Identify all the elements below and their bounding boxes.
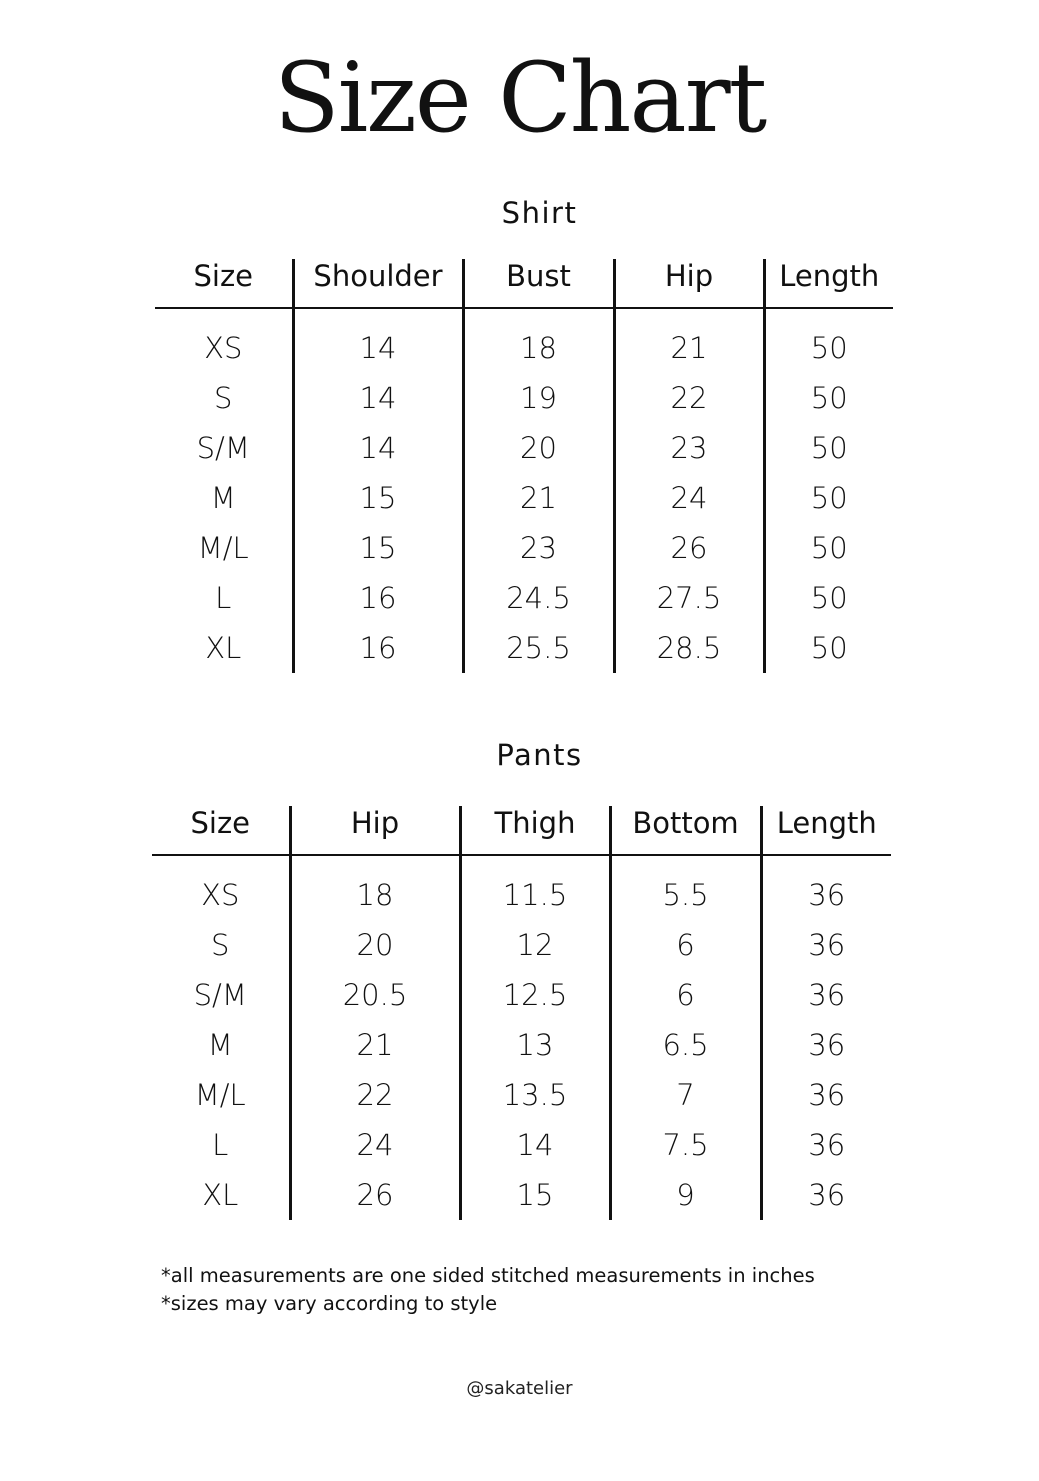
cell-shoulder: 15: [293, 523, 463, 573]
cell-size: XL: [205, 631, 242, 665]
cell-bottom: 7: [610, 1070, 761, 1120]
table-header-row: [155, 259, 893, 308]
cell-hip: 18: [290, 855, 460, 920]
table-row: [152, 855, 891, 920]
table-row: [152, 1120, 891, 1170]
cell-thigh: 12.5: [460, 970, 610, 1020]
table-row: [155, 308, 893, 373]
cell-hip: 21: [290, 1020, 460, 1070]
cell-size: XS: [204, 331, 243, 365]
cell-thigh: 11.5: [460, 855, 610, 920]
cell-hip: 23: [614, 423, 764, 473]
cell-hip: 26: [614, 523, 764, 573]
cell-length: 50: [764, 623, 893, 673]
table-row: [152, 920, 891, 970]
cell-length: 36: [761, 1070, 891, 1120]
cell-bottom: 6: [610, 970, 761, 1020]
cell-size: S: [214, 381, 233, 415]
cell-shoulder: 14: [293, 423, 463, 473]
cell-size: S/M: [193, 978, 247, 1012]
cell-size: M/L: [194, 1078, 246, 1112]
cell-bust: 19: [463, 373, 614, 423]
cell-bottom: 9: [610, 1170, 761, 1220]
cell-size: S/M: [196, 431, 250, 465]
table-row: [155, 373, 893, 423]
cell-length: 36: [761, 1020, 891, 1070]
cell-size: XL: [202, 1178, 239, 1212]
cell-length: 50: [764, 573, 893, 623]
cell-bottom: 7.5: [610, 1120, 761, 1170]
cell-thigh: 13.5: [460, 1070, 610, 1120]
cell-length: 36: [761, 1120, 891, 1170]
cell-bust: 21: [463, 473, 614, 523]
cell-size: L: [212, 1128, 229, 1162]
table-row: [152, 1170, 891, 1220]
column-header-hip: Hip: [290, 806, 460, 855]
cell-hip: 27.5: [614, 573, 764, 623]
cell-length: 36: [761, 920, 891, 970]
cell-thigh: 14: [460, 1120, 610, 1170]
shirt-section-title: Shirt: [501, 196, 578, 230]
cell-size: M/L: [197, 531, 249, 565]
cell-length: 50: [764, 523, 893, 573]
column-header-bust: Bust: [463, 259, 614, 308]
cell-shoulder: 14: [293, 373, 463, 423]
column-header-shoulder: Shoulder: [293, 259, 463, 308]
cell-shoulder: 14: [293, 308, 463, 373]
cell-size: XS: [201, 878, 240, 912]
column-header-size: Size: [155, 259, 293, 308]
cell-length: 50: [764, 308, 893, 373]
cell-length: 36: [761, 1170, 891, 1220]
cell-bottom: 6.5: [610, 1020, 761, 1070]
cell-bust: 20: [463, 423, 614, 473]
cell-hip: 22: [290, 1070, 460, 1120]
cell-hip: 22: [614, 373, 764, 423]
cell-length: 50: [764, 473, 893, 523]
cell-shoulder: 16: [293, 623, 463, 673]
cell-length: 36: [761, 970, 891, 1020]
cell-bust: 24.5: [463, 573, 614, 623]
cell-length: 50: [764, 373, 893, 423]
table-row: [152, 970, 891, 1020]
column-header-thigh: Thigh: [460, 806, 610, 855]
cell-size: M: [207, 1028, 233, 1062]
table-row: [155, 573, 893, 623]
column-header-bottom: Bottom: [610, 806, 761, 855]
table-row: [152, 1070, 891, 1120]
cell-shoulder: 16: [293, 573, 463, 623]
cell-hip: 21: [614, 308, 764, 373]
cell-size: M: [210, 481, 236, 515]
cell-thigh: 13: [460, 1020, 610, 1070]
table-row: [152, 1020, 891, 1070]
cell-hip: 20.5: [290, 970, 460, 1020]
cell-bust: 25.5: [463, 623, 614, 673]
pants-size-table: [152, 806, 891, 1220]
cell-length: 50: [764, 423, 893, 473]
cell-thigh: 12: [460, 920, 610, 970]
cell-hip: 28.5: [614, 623, 764, 673]
footnote-measurements: *all measurements are one sided stitched measurements in inches: [161, 1264, 815, 1287]
cell-hip: 24: [614, 473, 764, 523]
cell-bust: 23: [463, 523, 614, 573]
cell-bottom: 6: [610, 920, 761, 970]
cell-thigh: 15: [460, 1170, 610, 1220]
cell-hip: 26: [290, 1170, 460, 1220]
cell-length: 36: [761, 855, 891, 920]
table-row: [155, 523, 893, 573]
table-row: [155, 423, 893, 473]
footnotes: [161, 1262, 815, 1318]
column-header-hip: Hip: [614, 259, 764, 308]
page-title: Size Chart: [273, 42, 766, 154]
cell-bust: 18: [463, 308, 614, 373]
column-header-length: Length: [764, 259, 893, 308]
cell-shoulder: 15: [293, 473, 463, 523]
pants-section-title: Pants: [496, 738, 583, 772]
table-row: [155, 473, 893, 523]
cell-bottom: 5.5: [610, 855, 761, 920]
cell-size: S: [211, 928, 230, 962]
table-header-row: [152, 806, 891, 855]
cell-hip: 24: [290, 1120, 460, 1170]
column-header-size: Size: [152, 806, 290, 855]
table-row: [155, 623, 893, 673]
cell-size: L: [215, 581, 232, 615]
footnote-sizes: *sizes may vary according to style: [161, 1292, 498, 1315]
brand-handle: @sakatelier: [466, 1378, 573, 1399]
cell-hip: 20: [290, 920, 460, 970]
column-header-length: Length: [761, 806, 891, 855]
shirt-size-table: [155, 259, 893, 673]
